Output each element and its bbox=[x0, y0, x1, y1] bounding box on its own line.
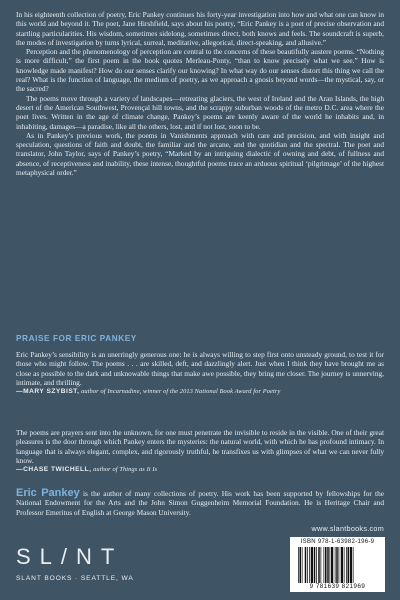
barcode-stripe bbox=[344, 547, 345, 583]
quote-author: —MARY SZYBIST, bbox=[16, 388, 80, 396]
barcode-stripe bbox=[324, 547, 325, 583]
barcode-stripe bbox=[341, 547, 343, 583]
author-bio bbox=[16, 489, 384, 517]
praise-heading: PRAISE FOR ERIC PANKEY bbox=[16, 334, 137, 343]
barcode-stripe bbox=[331, 547, 333, 583]
quote-attribution bbox=[16, 465, 384, 474]
author-name: Eric Pankey bbox=[16, 487, 80, 499]
barcode-stripe bbox=[346, 547, 347, 583]
barcode-stripe bbox=[314, 547, 316, 583]
barcode-stripe bbox=[336, 547, 338, 583]
barcode-stripe bbox=[330, 547, 331, 583]
barcode-stripe bbox=[327, 547, 329, 583]
description-paragraph: The poems move through a variety of landscapes—retreating glaciers, the west of Ireland and the Aran Islands, the high desert of the American Southwest, Provençal hill towns, and the scrappy suburban woods of the metro D.C. area where the poet lives. Written in the age of climate change, Pankey’s poems are keenly aware of the world he inhabits and, in inhabiting, damages—a paradise, like all the others, lost, and if not lost, soon to be. bbox=[16, 93, 384, 131]
barcode-stripe bbox=[307, 547, 308, 583]
barcode-stripe bbox=[300, 547, 302, 583]
barcode-stripe bbox=[321, 547, 322, 583]
barcode bbox=[290, 537, 385, 592]
barcode-bars bbox=[298, 547, 377, 583]
publisher-url[interactable]: www.slantbooks.com bbox=[311, 524, 384, 533]
barcode-stripe bbox=[309, 547, 310, 583]
publisher-imprint: SLANT BOOKS · SEATTLE, WA bbox=[16, 575, 134, 582]
publisher-logo: SL/NT bbox=[16, 544, 124, 569]
quote-source: author of Things as It Is bbox=[91, 466, 158, 474]
barcode-stripe bbox=[316, 547, 317, 583]
isbn-label: ISBN 978-1-63982-196-9 bbox=[300, 539, 375, 545]
barcode-stripe bbox=[339, 547, 340, 583]
barcode-stripe bbox=[318, 547, 320, 583]
barcode-stripe bbox=[311, 547, 313, 583]
quote-text: The poems are prayers sent into the unknown, for one must penetrate the invisible to reside in the visible. One of their great pleasures is the door through which Pankey enters the mysteries: the natural world, with which he has profound intimacy. In language that is always elegant, complex, and rigorously truthful, he transfixes us with glimpses of what we can never fully know. bbox=[16, 428, 384, 465]
barcode-stripe bbox=[298, 547, 299, 583]
barcode-stripe bbox=[302, 547, 303, 583]
description-paragraph: In his eighteenth collection of poetry, Eric Pankey continues his forty-year investigation into how and what one can know in this world and beyond it. The poet, Jane Hirshfield, says about his poetry, “Eric Pankey is a poet of precise observation and startling particularities. His wisdom, sometimes sidelong, sometimes direct, both knows and feels. The soundcraft is superb, the modes of investigation by turns lyrical, surreal, meditative, allegorical, direct-speaking, and allusive.” bbox=[16, 10, 384, 47]
quote-author: —CHASE TWICHELL, bbox=[16, 466, 92, 474]
praise-quote bbox=[16, 350, 384, 396]
barcode-stripe bbox=[335, 547, 336, 583]
book-description bbox=[16, 10, 384, 177]
barcode-number: 9 781639 821969 bbox=[309, 583, 366, 590]
description-paragraph: Perception and the phenomenology of perception are central to the concerns of these beautifully austere poems. “Nothing is more difficult,” the first poem in the book quotes Merleau-Ponty, “than to know precisely what we see.” How is knowledge made manifest? How do our senses clarify our knowing? In what way do our senses distort this thing we call the real? What is the function of language, the medium of poetry, as we approach a gnosis beyond words—the mystical, say, or the sacred? bbox=[16, 47, 384, 94]
barcode-stripe bbox=[348, 547, 350, 583]
description-paragraph: As in Pankey’s previous work, the poems in Vanishments approach with care and precision, and with insight and speculation, questions of faith and doubt, the familiar and the arcane, and the quotidian and the spectral. The poet and translator, John Taylor, says of Pankey’s poetry, “Marked by an intriguing dialectic of owning and debt, of fullness and absence, of receptiveness and inability, these intense, thoughtful poems trace an arduous spiritual ‘pilgrimage’ of the highest metaphysical order.” bbox=[16, 130, 384, 178]
barcode-stripe bbox=[353, 547, 354, 583]
barcode-stripe bbox=[350, 547, 352, 583]
quote-attribution bbox=[16, 387, 384, 396]
praise-quote bbox=[16, 428, 384, 474]
barcode-stripe bbox=[325, 547, 327, 583]
author-bio-text: is the author of many collections of poetry. His work has been supported by fellowships for the National Endowment for the Arts and the John Simon Guggenheim Memorial Foundation. He is Heritage Chair and Professor Emeritus of English at George Mason University. bbox=[16, 489, 384, 517]
quote-text: Eric Pankey’s sensibility is an unerringly generous one: he is always willing to step first onto unsteady ground, to test it for those who might follow. The poems . . . are skilled, deft, and dazzlingly alert. Just when I think they have brought me as close as possible to the dark and unknowable things that make awe possible, they bring me closer. The journey is unnerving, intimate, and thrilling. bbox=[16, 350, 384, 387]
quote-source: author of Incarnadine, winner of the 2013 National Book Award for Poetry bbox=[79, 388, 281, 396]
barcode-stripe bbox=[305, 547, 307, 583]
